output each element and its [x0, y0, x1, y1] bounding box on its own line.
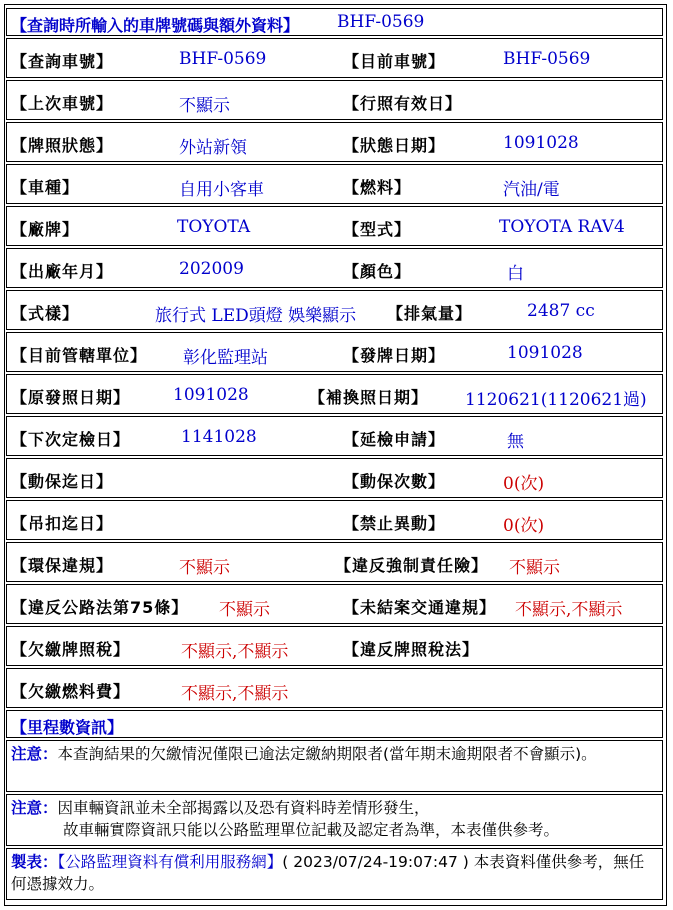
field-label: 【式樣】: [11, 304, 80, 323]
data-row: [6, 164, 663, 204]
note-overdue: [6, 740, 663, 792]
data-row: [6, 80, 663, 120]
data-row: [6, 374, 663, 414]
note-disclaimer: [6, 794, 663, 846]
field-label: 【環保違規】: [11, 556, 114, 575]
data-row: [6, 500, 663, 540]
data-row: [6, 626, 663, 666]
field-value: TOYOTA RAV4: [499, 217, 625, 237]
field-label: 【未結案交通違規】: [343, 598, 497, 617]
field-label: 【排氣量】: [387, 304, 473, 323]
note2-line2: 故車輛實際資訊只能以公路監理單位記載及認定者為準，本表僅供參考。: [63, 821, 560, 839]
field-label: 【動保次數】: [343, 472, 446, 491]
field-label: 【吊扣迄日】: [11, 514, 114, 533]
field-label: 【車種】: [11, 178, 80, 197]
field-label: 【查詢車號】: [11, 52, 114, 71]
field-label: 【違反公路法第75條】: [11, 598, 189, 617]
data-row: [6, 290, 663, 330]
field-label: 【動保迄日】: [11, 472, 114, 491]
mileage-header: 【里程數資訊】: [11, 718, 124, 737]
query-header-title: 【查詢時所輸入的車牌號碼與額外資料】: [11, 16, 300, 35]
note1-text: 本查詢結果的欠繳情況僅限已逾法定繳納期限者(當年期末逾期限者不會顯示)。: [57, 745, 597, 763]
footer-note: [6, 848, 663, 900]
field-label: 【原發照日期】: [11, 388, 131, 407]
field-value: 1091028: [173, 385, 249, 405]
field-value: 自用小客車: [179, 180, 264, 200]
field-value: 外站新領: [179, 138, 247, 158]
field-value: 2487 cc: [527, 301, 595, 321]
field-value: 無: [507, 432, 524, 452]
field-label: 【違反牌照稅法】: [343, 640, 480, 659]
field-value: 1120621(1120621過): [465, 390, 647, 410]
field-label: 【發牌日期】: [343, 346, 446, 365]
field-label: 【禁止異動】: [343, 514, 446, 533]
field-label: 【違反強制責任險】: [335, 556, 489, 575]
field-label: 【欠繳燃料費】: [11, 682, 131, 701]
data-row: [6, 542, 663, 582]
field-value: 202009: [179, 259, 244, 279]
field-value: 1141028: [181, 427, 257, 447]
field-label: 【牌照狀態】: [11, 136, 114, 155]
data-row: [6, 416, 663, 456]
field-value: 不顯示,不顯示: [515, 600, 623, 620]
field-label: 【狀態日期】: [343, 136, 446, 155]
field-label: 【延檢申請】: [343, 430, 446, 449]
data-row: [6, 584, 663, 624]
data-row: [6, 248, 663, 288]
field-value: 不顯示: [179, 96, 230, 116]
field-value: 彰化監理站: [183, 348, 268, 368]
field-value: 不顯示: [179, 558, 230, 578]
data-row: [6, 668, 663, 708]
note2-line1: 因車輛資訊並未全部揭露以及恐有資料時差情形發生，: [57, 799, 430, 817]
field-label: 【顏色】: [343, 262, 412, 281]
field-value: 不顯示,不顯示: [181, 684, 289, 704]
field-value: 1091028: [507, 343, 583, 363]
data-row: [6, 332, 663, 372]
field-label: 【上次車號】: [11, 94, 114, 113]
field-value: 0(次): [503, 474, 545, 494]
field-value: TOYOTA: [177, 217, 251, 237]
note1-label: 注意：: [11, 745, 58, 763]
field-value: 不顯示,不顯示: [181, 642, 289, 662]
data-row: [6, 458, 663, 498]
footer-text: ( 2023/07/24-19:07:47 ) 本表資料僅供參考，無任何憑據效力。: [11, 853, 645, 893]
field-value: BHF-0569: [503, 49, 591, 69]
field-label: 【欠繳牌照稅】: [11, 640, 131, 659]
field-label: 【補換照日期】: [309, 388, 429, 407]
field-value: 白: [507, 264, 524, 284]
field-label: 【廠牌】: [11, 220, 80, 239]
data-row: [6, 206, 663, 246]
field-label: 【目前車號】: [343, 52, 446, 71]
query-header-plate: BHF-0569: [337, 12, 425, 32]
field-value: 1091028: [503, 133, 579, 153]
field-value: BHF-0569: [179, 49, 267, 69]
field-label: 【出廠年月】: [11, 262, 114, 281]
footer-label: 製表：: [11, 853, 58, 871]
footer-source: 【公路監理資料有償利用服務網】: [57, 853, 283, 871]
note2-label: 注意：: [11, 799, 58, 817]
field-label: 【燃料】: [343, 178, 412, 197]
field-label: 【行照有效日】: [343, 94, 463, 113]
field-value: 不顯示: [509, 558, 560, 578]
field-value: 汽油/電: [503, 180, 560, 200]
field-value: 旅行式 LED頭燈 娛樂顯示: [155, 306, 357, 326]
mileage-header-row: [6, 710, 663, 738]
query-header-row: [6, 8, 663, 36]
field-label: 【目前管轄單位】: [11, 346, 148, 365]
data-row: [6, 38, 663, 78]
field-label: 【下次定檢日】: [11, 430, 131, 449]
field-label: 【型式】: [343, 220, 412, 239]
field-value: 0(次): [503, 516, 545, 536]
field-value: 不顯示: [219, 600, 270, 620]
data-row: [6, 122, 663, 162]
